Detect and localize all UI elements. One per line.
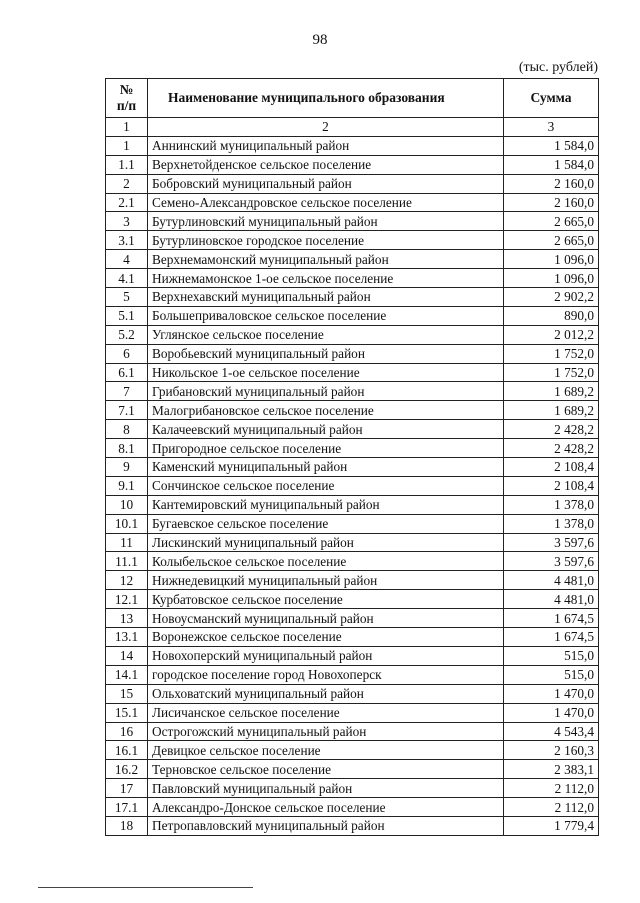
num-cell: 10 — [106, 495, 148, 514]
name-cell: Сончинское сельское поселение — [148, 476, 504, 495]
table-row — [106, 722, 599, 741]
sum-cell: 1 470,0 — [504, 684, 599, 703]
sum-cell: 2 160,0 — [504, 174, 599, 193]
name-cell: Лисичанское сельское поселение — [148, 703, 504, 722]
table-row — [106, 476, 599, 495]
table-row — [106, 250, 599, 269]
name-cell: Пригородное сельское поселение — [148, 439, 504, 458]
sum-cell: 1 689,2 — [504, 382, 599, 401]
num-cell: 13.1 — [106, 628, 148, 647]
sum-cell: 2 112,0 — [504, 798, 599, 817]
header-num-part: п/п — [116, 98, 137, 113]
header-name: Наименование муниципального образования — [148, 79, 504, 118]
sum-cell: 1 752,0 — [504, 363, 599, 382]
sum-cell: 2 160,0 — [504, 193, 599, 212]
num-cell: 2.1 — [106, 193, 148, 212]
sum-cell: 1 096,0 — [504, 250, 599, 269]
num-cell: 15.1 — [106, 703, 148, 722]
index-row — [106, 118, 599, 137]
sum-cell: 4 481,0 — [504, 590, 599, 609]
name-cell: городское поселение город Новохоперск — [148, 665, 504, 684]
sum-cell: 1 378,0 — [504, 514, 599, 533]
num-cell: 5 — [106, 288, 148, 307]
num-cell: 18 — [106, 816, 148, 835]
name-cell: Девицкое сельское поселение — [148, 741, 504, 760]
sum-cell: 1 096,0 — [504, 269, 599, 288]
table-row — [106, 798, 599, 817]
name-cell: Лискинский муниципальный район — [148, 533, 504, 552]
name-cell: Бутурлиновский муниципальный район — [148, 212, 504, 231]
name-cell: Верхнетойденское сельское поселение — [148, 155, 504, 174]
table-row — [106, 665, 599, 684]
table-row — [106, 269, 599, 288]
num-cell: 7 — [106, 382, 148, 401]
table-row — [106, 552, 599, 571]
sum-cell: 890,0 — [504, 306, 599, 325]
name-cell: Каменский муниципальный район — [148, 458, 504, 477]
num-cell: 4 — [106, 250, 148, 269]
header-num — [106, 79, 148, 118]
table-row — [106, 439, 599, 458]
num-cell: 12 — [106, 571, 148, 590]
table-row — [106, 212, 599, 231]
table-row — [106, 458, 599, 477]
table-row — [106, 288, 599, 307]
sum-cell: 3 597,6 — [504, 552, 599, 571]
num-cell: 17 — [106, 779, 148, 798]
sum-cell: 2 108,4 — [504, 458, 599, 477]
sum-cell: 1 752,0 — [504, 344, 599, 363]
num-cell: 17.1 — [106, 798, 148, 817]
num-cell: 8 — [106, 420, 148, 439]
index-cell: 3 — [504, 118, 599, 137]
units-label: (тыс. рублей) — [518, 60, 598, 75]
table-row — [106, 193, 599, 212]
name-cell: Ольховатский муниципальный район — [148, 684, 504, 703]
num-cell: 1 — [106, 136, 148, 155]
table-row — [106, 495, 599, 514]
sum-cell: 4 543,4 — [504, 722, 599, 741]
num-cell: 6.1 — [106, 363, 148, 382]
name-cell: Никольское 1-ое сельское поселение — [148, 363, 504, 382]
footer-divider — [38, 887, 253, 888]
name-cell: Нижнемамонское 1-ое сельское поселение — [148, 269, 504, 288]
num-cell: 7.1 — [106, 401, 148, 420]
name-cell: Бугаевское сельское поселение — [148, 514, 504, 533]
num-cell: 10.1 — [106, 514, 148, 533]
table-row — [106, 174, 599, 193]
table-row — [106, 533, 599, 552]
sum-cell: 2 160,3 — [504, 741, 599, 760]
name-cell: Воробьевский муниципальный район — [148, 344, 504, 363]
name-cell: Верхнехавский муниципальный район — [148, 288, 504, 307]
sum-cell: 2 902,2 — [504, 288, 599, 307]
name-cell: Бобровский муниципальный район — [148, 174, 504, 193]
name-cell: Александро-Донское сельское поселение — [148, 798, 504, 817]
num-cell: 9.1 — [106, 476, 148, 495]
sum-cell: 3 597,6 — [504, 533, 599, 552]
name-cell: Терновское сельское поселение — [148, 760, 504, 779]
data-table — [105, 78, 599, 836]
table-row — [106, 609, 599, 628]
name-cell: Курбатовское сельское поселение — [148, 590, 504, 609]
table-row — [106, 741, 599, 760]
header-num-part: № — [119, 82, 134, 97]
num-cell: 4.1 — [106, 269, 148, 288]
num-cell: 13 — [106, 609, 148, 628]
table-row — [106, 514, 599, 533]
num-cell: 16.2 — [106, 760, 148, 779]
num-cell: 5.1 — [106, 306, 148, 325]
table-row — [106, 684, 599, 703]
table-row — [106, 306, 599, 325]
sum-cell: 1 674,5 — [504, 628, 599, 647]
index-cell: 1 — [106, 118, 148, 137]
table-row — [106, 382, 599, 401]
table-row — [106, 363, 599, 382]
table-row — [106, 401, 599, 420]
num-cell: 14 — [106, 646, 148, 665]
sum-cell: 1 378,0 — [504, 495, 599, 514]
num-cell: 6 — [106, 344, 148, 363]
sum-cell: 4 481,0 — [504, 571, 599, 590]
num-cell: 15 — [106, 684, 148, 703]
num-cell: 16 — [106, 722, 148, 741]
num-cell: 11 — [106, 533, 148, 552]
name-cell: Острогожский муниципальный район — [148, 722, 504, 741]
name-cell: Павловский муниципальный район — [148, 779, 504, 798]
header-row — [106, 79, 599, 118]
table-row — [106, 136, 599, 155]
num-cell: 12.1 — [106, 590, 148, 609]
sum-cell: 2 428,2 — [504, 420, 599, 439]
table-row — [106, 325, 599, 344]
table-row — [106, 760, 599, 779]
num-cell: 11.1 — [106, 552, 148, 571]
name-cell: Воронежское сельское поселение — [148, 628, 504, 647]
sum-cell: 2 112,0 — [504, 779, 599, 798]
name-cell: Бутурлиновское городское поселение — [148, 231, 504, 250]
table-row — [106, 646, 599, 665]
num-cell: 2 — [106, 174, 148, 193]
index-cell: 2 — [148, 118, 504, 137]
sum-cell: 515,0 — [504, 665, 599, 684]
table-row — [106, 703, 599, 722]
sum-cell: 1 584,0 — [504, 155, 599, 174]
name-cell: Колыбельское сельское поселение — [148, 552, 504, 571]
name-cell: Нижнедевицкий муниципальный район — [148, 571, 504, 590]
table-row — [106, 155, 599, 174]
sum-cell: 515,0 — [504, 646, 599, 665]
table-row — [106, 628, 599, 647]
num-cell: 3.1 — [106, 231, 148, 250]
table-row — [106, 571, 599, 590]
table-row — [106, 231, 599, 250]
name-cell: Петропавловский муниципальный район — [148, 816, 504, 835]
sum-cell: 2 012,2 — [504, 325, 599, 344]
name-cell: Углянское сельское поселение — [148, 325, 504, 344]
name-cell: Большеприваловское сельское поселение — [148, 306, 504, 325]
page-number: 98 — [312, 32, 328, 48]
sum-cell: 1 689,2 — [504, 401, 599, 420]
header-sum: Сумма — [504, 79, 599, 118]
num-cell: 8.1 — [106, 439, 148, 458]
num-cell: 9 — [106, 458, 148, 477]
num-cell: 14.1 — [106, 665, 148, 684]
name-cell: Кантемировский муниципальный район — [148, 495, 504, 514]
name-cell: Малогрибановское сельское поселение — [148, 401, 504, 420]
name-cell: Новохоперский муниципальный район — [148, 646, 504, 665]
table-row — [106, 344, 599, 363]
sum-cell: 1 779,4 — [504, 816, 599, 835]
num-cell: 5.2 — [106, 325, 148, 344]
sum-cell: 2 428,2 — [504, 439, 599, 458]
sum-cell: 2 665,0 — [504, 212, 599, 231]
name-cell: Грибановский муниципальный район — [148, 382, 504, 401]
num-cell: 16.1 — [106, 741, 148, 760]
sum-cell: 1 470,0 — [504, 703, 599, 722]
name-cell: Новоусманский муниципальный район — [148, 609, 504, 628]
num-cell: 3 — [106, 212, 148, 231]
sum-cell: 2 383,1 — [504, 760, 599, 779]
sum-cell: 2 665,0 — [504, 231, 599, 250]
table-row — [106, 816, 599, 835]
table-row — [106, 420, 599, 439]
table-row — [106, 590, 599, 609]
num-cell: 1.1 — [106, 155, 148, 174]
name-cell: Семено-Александровское сельское поселение — [148, 193, 504, 212]
sum-cell: 2 108,4 — [504, 476, 599, 495]
table-row — [106, 779, 599, 798]
name-cell: Верхнемамонский муниципальный район — [148, 250, 504, 269]
sum-cell: 1 584,0 — [504, 136, 599, 155]
sum-cell: 1 674,5 — [504, 609, 599, 628]
name-cell: Калачеевский муниципальный район — [148, 420, 504, 439]
name-cell: Аннинский муниципальный район — [148, 136, 504, 155]
